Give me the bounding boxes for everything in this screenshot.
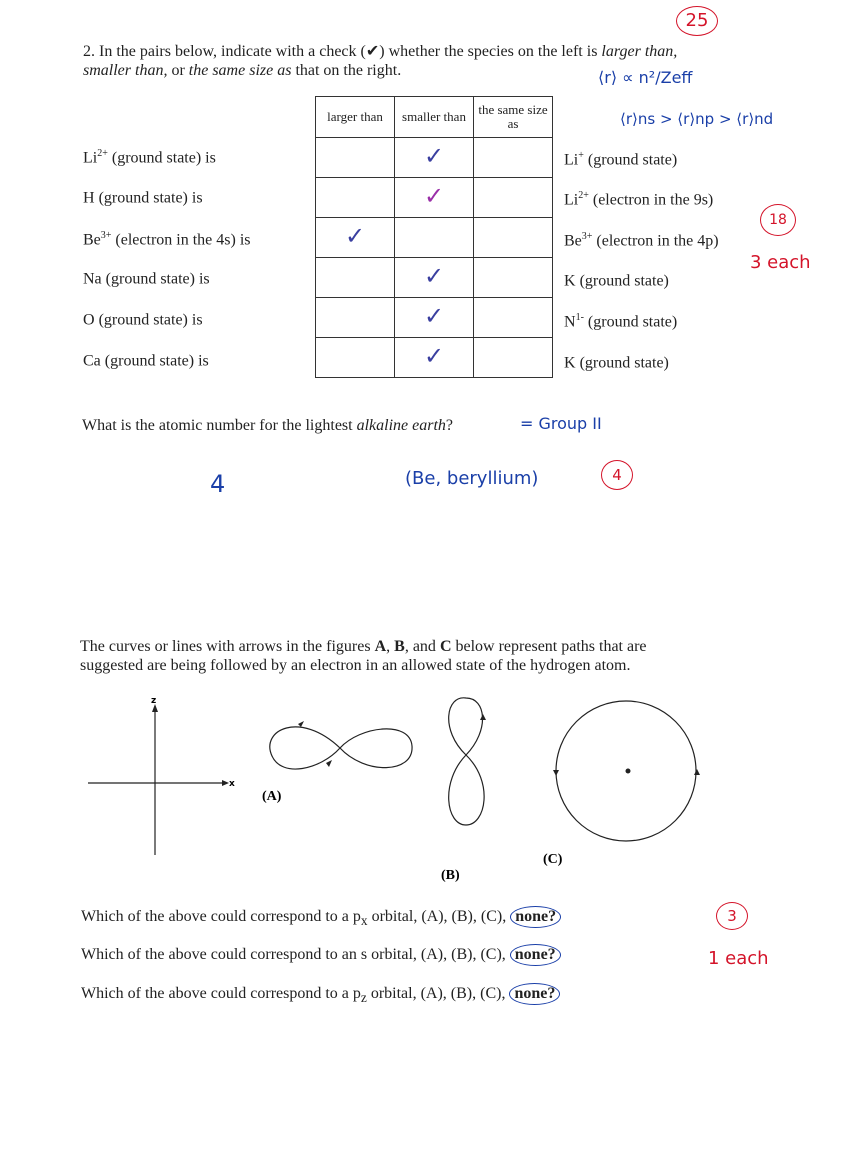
figure-a-label: (A) [262, 789, 282, 804]
check-cell[interactable] [395, 298, 474, 338]
choice-pz: Which of the above could correspond to a $p_z$ orbital, (A), (B), (C), none? [81, 983, 560, 1006]
figure-c-label: (C) [543, 852, 563, 867]
q2-larger: larger than, [601, 43, 678, 60]
left-species-0: $Li^{2+}$ (ground state) is [83, 148, 216, 167]
annotation-three-each: 3 each [750, 252, 811, 273]
check-cell[interactable] [316, 298, 395, 338]
table-row [316, 258, 553, 298]
figure-c-path [553, 701, 700, 841]
answer-none-px[interactable]: none? [510, 906, 561, 928]
left-species-1: H (ground state) is [83, 189, 203, 207]
left-species-2: $Be^{3+}$ (electron in the 4s) is [83, 230, 251, 249]
header-larger: larger than [316, 97, 395, 138]
table-row [316, 338, 553, 378]
choice-px: Which of the above could correspond to a $p_x$ orbital, (A), (B), (C), none? [81, 906, 561, 929]
check-mark-icon: ✓ [423, 261, 445, 290]
orbital-score: 3 [727, 907, 737, 925]
check-cell[interactable] [316, 258, 395, 298]
orbital-path-figures [0, 690, 844, 890]
header-same: the same size as [474, 97, 553, 138]
orbital-score-circle [716, 902, 748, 930]
table-score-circle [760, 204, 796, 236]
axes-diagram [88, 696, 235, 855]
check-cell[interactable] [474, 178, 553, 218]
q2-smaller: smaller than, [83, 62, 168, 79]
q2-suffix: that on the right. [291, 62, 402, 79]
right-species-1: $Li^{2+}$ (electron in the 9s) [564, 190, 714, 209]
check-cell[interactable] [316, 178, 395, 218]
answer-atomic-number: 4 [210, 470, 226, 498]
check-cell[interactable] [395, 258, 474, 298]
answer-beryllium: (Be, beryllium) [405, 468, 539, 489]
alkaline-score-circle [601, 460, 633, 490]
q2-prefix: 2. In the pairs below, indicate with a check ( [83, 43, 366, 60]
figure-a-path [270, 721, 412, 769]
check-cell[interactable] [474, 338, 553, 378]
paths-intro: The curves or lines with arrows in the figures A, B, and C below represent paths that are suggested are being followed by an electron in an allowed state of the hydrogen atom. [80, 638, 647, 674]
annotation-group-two: = Group II [520, 414, 602, 433]
axis-x-label: x [229, 779, 235, 789]
table-score: 18 [769, 212, 787, 228]
left-species-5: Ca (ground state) is [83, 352, 209, 370]
table-row [316, 218, 553, 258]
answer-none-s[interactable]: none? [510, 944, 561, 966]
right-species-4: $N^{1-}$ (ground state) [564, 312, 678, 331]
check-cell[interactable] [316, 218, 395, 258]
check-cell[interactable] [395, 218, 474, 258]
total-score: 25 [685, 10, 709, 31]
left-species-4: O (ground state) is [83, 311, 203, 329]
check-cell[interactable] [395, 338, 474, 378]
check-mark-icon: ✓ [423, 301, 445, 330]
right-species-0: Li+ (ground state) [564, 150, 678, 169]
figure-b-path [449, 698, 486, 825]
answer-none-pz[interactable]: none? [509, 983, 560, 1005]
alkaline-score: 4 [612, 466, 622, 484]
check-cell[interactable] [316, 338, 395, 378]
table-header-row [316, 97, 553, 138]
check-cell[interactable] [474, 138, 553, 178]
check-cell[interactable] [395, 178, 474, 218]
check-cell[interactable] [474, 218, 553, 258]
check-mark-icon: ✓ [423, 181, 445, 210]
annotation-one-each: 1 each [708, 948, 769, 969]
axis-z-label: z [151, 696, 157, 706]
choice-s: Which of the above could correspond to an s orbital, (A), (B), (C), none? [81, 944, 561, 967]
table-row [316, 298, 553, 338]
alkaline-question: What is the atomic number for the lightest alkaline earth? [82, 417, 454, 434]
comparison-table [315, 96, 553, 378]
right-species-2: $Be^{3+}$ (electron in the 4p) [564, 231, 719, 250]
header-smaller: smaller than [395, 97, 474, 138]
q2-same: the same size as [188, 62, 292, 79]
annotation-r-order: ⟨r⟩ns > ⟨r⟩np > ⟨r⟩nd [620, 110, 774, 128]
right-species-5: K (ground state) [564, 354, 669, 372]
check-cell[interactable] [395, 138, 474, 178]
table-row [316, 178, 553, 218]
q2-or: or [167, 62, 189, 79]
check-mark-icon: ✓ [344, 221, 366, 250]
left-species-3: Na (ground state) is [83, 270, 210, 288]
annotation-r-proportional: ⟨r⟩ ∝ n²/Zeff [598, 68, 693, 87]
right-species-3: K (ground state) [564, 272, 669, 290]
q2-mid: ) whether the species on the left is [379, 43, 602, 60]
table-row [316, 138, 553, 178]
check-mark-icon: ✓ [423, 341, 445, 370]
figure-b-label: (B) [441, 868, 460, 883]
check-cell[interactable] [474, 258, 553, 298]
check-cell[interactable] [474, 298, 553, 338]
check-cell[interactable] [316, 138, 395, 178]
check-glyph-icon: ✔ [365, 43, 380, 60]
check-mark-icon: ✓ [423, 141, 445, 170]
total-score-circle [676, 6, 718, 36]
